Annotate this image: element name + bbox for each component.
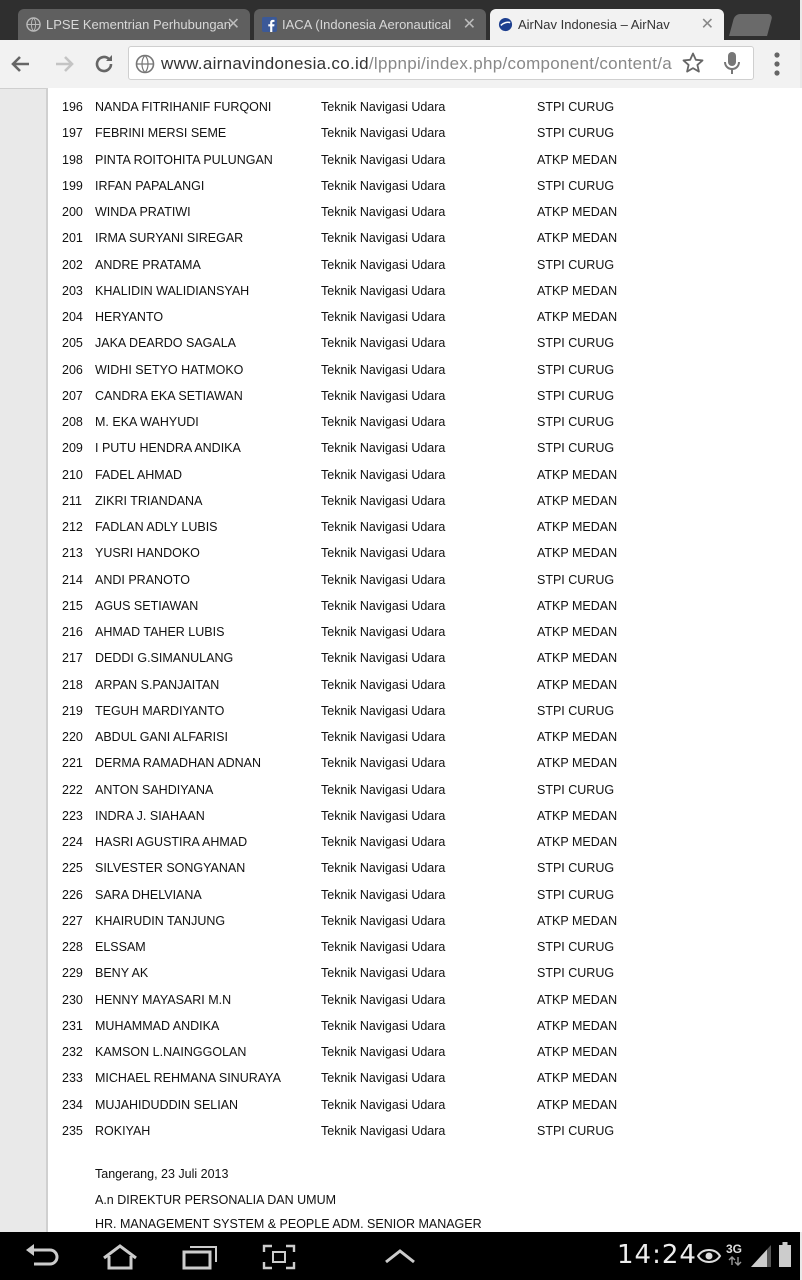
- student-name: FADLAN ADLY LUBIS: [95, 520, 218, 534]
- school-name: STPI CURUG: [537, 887, 615, 902]
- student-name: MUJAHIDUDDIN SELIAN: [95, 1097, 239, 1112]
- study-program: Teknik Navigasi Udara: [321, 467, 446, 482]
- table-row: [48, 988, 802, 1014]
- school-name: STPI CURUG: [537, 126, 615, 141]
- page-content: [46, 88, 802, 1232]
- school-name: STPI CURUG: [537, 940, 615, 954]
- table-row: [48, 594, 802, 620]
- table-row: [48, 961, 802, 987]
- student-name: AHMAD TAHER LUBIS: [95, 625, 225, 639]
- student-name: FADEL AHMAD: [95, 467, 183, 482]
- row-number: 227: [62, 913, 83, 928]
- student-name: DERMA RAMADHAN ADNAN: [95, 756, 261, 771]
- table-row: [48, 804, 802, 830]
- row-number: 208: [62, 415, 83, 429]
- forward-arrow-icon[interactable]: [52, 52, 76, 76]
- student-name: JAKA DEARDO SAGALA: [95, 336, 237, 351]
- table-row: [48, 568, 802, 594]
- signature-line-1: A.n DIREKTUR PERSONALIA DAN UMUM: [95, 1193, 337, 1207]
- study-program: Teknik Navigasi Udara: [321, 940, 446, 954]
- recent-apps-icon[interactable]: [182, 1244, 218, 1270]
- student-name: AGUS SETIAWAN: [95, 598, 199, 613]
- tab-title: LPSE Kementrian Perhubungan: [46, 17, 232, 32]
- student-name: HASRI AGUSTIRA AHMAD: [95, 835, 248, 849]
- overflow-menu-icon[interactable]: [772, 50, 782, 78]
- row-number: 200: [62, 205, 83, 219]
- back-icon[interactable]: [24, 1244, 60, 1270]
- address-bar[interactable]: [128, 46, 754, 80]
- table-row: [48, 778, 802, 804]
- school-name: STPI CURUG: [537, 1123, 615, 1138]
- close-tab-icon[interactable]: ✕: [700, 16, 714, 33]
- system-nav-bar: [0, 1232, 800, 1280]
- study-program: Teknik Navigasi Udara: [321, 1018, 446, 1033]
- school-name: ATKP MEDAN: [537, 756, 618, 771]
- home-icon[interactable]: [100, 1244, 140, 1270]
- study-program: Teknik Navigasi Udara: [321, 913, 446, 928]
- student-name: WIDHI SETYO HATMOKO: [95, 362, 244, 377]
- new-tab-button[interactable]: [729, 14, 773, 36]
- school-name: ATKP MEDAN: [537, 283, 618, 298]
- study-program: Teknik Navigasi Udara: [321, 1045, 446, 1059]
- school-name: STPI CURUG: [537, 362, 615, 377]
- table-row: [48, 436, 802, 462]
- student-name: ANTON SAHDIYANA: [95, 782, 214, 797]
- row-number: 235: [62, 1123, 83, 1138]
- school-name: ATKP MEDAN: [537, 493, 618, 508]
- study-program: Teknik Navigasi Udara: [321, 625, 446, 639]
- student-name: ZIKRI TRIANDANA: [95, 493, 203, 508]
- row-number: 219: [62, 703, 83, 718]
- table-row: [48, 331, 802, 357]
- close-tab-icon[interactable]: ✕: [462, 16, 476, 33]
- student-name: DEDDI G.SIMANULANG: [95, 651, 234, 666]
- school-name: STPI CURUG: [537, 100, 615, 114]
- row-number: 233: [62, 1071, 83, 1086]
- table-row: [48, 673, 802, 699]
- data-activity-icon: [728, 1256, 742, 1266]
- school-name: ATKP MEDAN: [537, 598, 618, 613]
- table-row: [48, 226, 802, 252]
- table-row: [48, 384, 802, 410]
- row-number: 212: [62, 520, 83, 534]
- row-number: 232: [62, 1045, 83, 1059]
- row-number: 207: [62, 388, 83, 403]
- study-program: Teknik Navigasi Udara: [321, 283, 446, 298]
- school-name: STPI CURUG: [537, 861, 615, 876]
- row-number: 198: [62, 152, 83, 167]
- table-row: [48, 515, 802, 541]
- student-name: MUHAMMAD ANDIKA: [95, 1018, 220, 1033]
- study-program: Teknik Navigasi Udara: [321, 992, 446, 1007]
- study-program: Teknik Navigasi Udara: [321, 100, 446, 114]
- study-program: Teknik Navigasi Udara: [321, 651, 446, 666]
- study-program: Teknik Navigasi Udara: [321, 257, 446, 272]
- row-number: 204: [62, 310, 83, 324]
- school-name: ATKP MEDAN: [537, 152, 618, 167]
- table-row: [48, 620, 802, 646]
- student-name: M. EKA WAHYUDI: [95, 415, 199, 429]
- student-name: KAMSON L.NAINGGOLAN: [95, 1045, 247, 1059]
- row-number: 218: [62, 677, 83, 692]
- table-row: [48, 253, 802, 279]
- table-row: [48, 279, 802, 305]
- row-number: 234: [62, 1097, 83, 1112]
- table-row: [48, 909, 802, 935]
- study-program: Teknik Navigasi Udara: [321, 756, 446, 771]
- row-number: 225: [62, 861, 83, 876]
- table-row: [48, 200, 802, 226]
- school-name: ATKP MEDAN: [537, 546, 618, 561]
- school-name: STPI CURUG: [537, 336, 615, 351]
- table-row: [48, 1093, 802, 1119]
- row-number: 221: [62, 756, 83, 771]
- row-number: 199: [62, 178, 83, 193]
- study-program: Teknik Navigasi Udara: [321, 730, 446, 744]
- row-number: 222: [62, 782, 83, 797]
- table-row: [48, 95, 802, 121]
- row-number: 201: [62, 231, 83, 246]
- row-number: 214: [62, 572, 83, 587]
- study-program: Teknik Navigasi Udara: [321, 598, 446, 613]
- school-name: ATKP MEDAN: [537, 808, 618, 823]
- study-program: Teknik Navigasi Udara: [321, 572, 446, 587]
- study-program: Teknik Navigasi Udara: [321, 336, 446, 351]
- school-name: STPI CURUG: [537, 703, 615, 718]
- close-tab-icon[interactable]: ✕: [226, 16, 240, 33]
- microphone-icon[interactable]: [722, 51, 742, 75]
- student-name: TEGUH MARDIYANTO: [95, 703, 225, 718]
- globe-icon: [26, 17, 41, 32]
- table-row: [48, 410, 802, 436]
- clock: 14:24: [617, 1240, 697, 1270]
- screenshot-icon[interactable]: [262, 1244, 296, 1270]
- row-number: 224: [62, 835, 83, 849]
- school-name: ATKP MEDAN: [537, 205, 618, 219]
- url-text[interactable]: [161, 54, 681, 74]
- student-name: BENY AK: [95, 966, 149, 981]
- student-name: KHAIRUDIN TANJUNG: [95, 913, 226, 928]
- school-name: STPI CURUG: [537, 257, 615, 272]
- study-program: Teknik Navigasi Udara: [321, 835, 446, 849]
- study-program: Teknik Navigasi Udara: [321, 388, 446, 403]
- tab-title: IACA (Indonesia Aeronautical: [282, 17, 452, 32]
- tab-lpse[interactable]: [18, 9, 250, 40]
- study-program: Teknik Navigasi Udara: [321, 152, 446, 167]
- signature-line-2: HR. MANAGEMENT SYSTEM & PEOPLE ADM. SENIOR MANAGER: [95, 1217, 482, 1231]
- graduate-table: [48, 95, 802, 1145]
- school-name: ATKP MEDAN: [537, 231, 618, 246]
- table-row: [48, 856, 802, 882]
- study-program: Teknik Navigasi Udara: [321, 1123, 446, 1138]
- student-name: ABDUL GANI ALFARISI: [95, 730, 228, 744]
- student-name: WINDA PRATIWI: [95, 205, 191, 219]
- tab-title: AirNav Indonesia – AirNav: [518, 17, 670, 32]
- student-name: IRMA SURYANI SIREGAR: [95, 231, 244, 246]
- signature-place-date: Tangerang, 23 Juli 2013: [95, 1167, 229, 1181]
- study-program: Teknik Navigasi Udara: [321, 703, 446, 718]
- table-row: [48, 1014, 802, 1040]
- student-name: HENNY MAYASARI M.N: [95, 992, 232, 1007]
- school-name: ATKP MEDAN: [537, 835, 618, 849]
- row-number: 215: [62, 598, 83, 613]
- table-row: [48, 1119, 802, 1145]
- row-number: 229: [62, 966, 83, 981]
- school-name: ATKP MEDAN: [537, 625, 618, 639]
- url-domain: www.airnavindonesia.co.id: [161, 54, 369, 73]
- study-program: Teknik Navigasi Udara: [321, 310, 446, 324]
- table-row: [48, 725, 802, 751]
- study-program: Teknik Navigasi Udara: [321, 808, 446, 823]
- student-name: SILVESTER SONGYANAN: [95, 861, 246, 876]
- back-arrow-icon[interactable]: [9, 52, 33, 76]
- study-program: Teknik Navigasi Udara: [321, 677, 446, 692]
- school-name: ATKP MEDAN: [537, 1045, 618, 1059]
- table-row: [48, 148, 802, 174]
- browser-toolbar: [0, 40, 800, 89]
- study-program: Teknik Navigasi Udara: [321, 966, 446, 981]
- row-number: 223: [62, 808, 83, 823]
- reload-icon[interactable]: [92, 52, 116, 76]
- school-name: STPI CURUG: [537, 415, 615, 429]
- student-name: ROKIYAH: [95, 1123, 151, 1138]
- student-name: SARA DHELVIANA: [95, 887, 202, 902]
- student-name: FEBRINI MERSI SEME: [95, 126, 227, 141]
- study-program: Teknik Navigasi Udara: [321, 520, 446, 534]
- table-row: [48, 646, 802, 672]
- school-name: ATKP MEDAN: [537, 1071, 618, 1086]
- table-row: [48, 174, 802, 200]
- school-name: ATKP MEDAN: [537, 520, 618, 534]
- row-number: 220: [62, 730, 83, 744]
- chevron-up-icon[interactable]: [384, 1248, 416, 1264]
- school-name: ATKP MEDAN: [537, 1018, 618, 1033]
- study-program: Teknik Navigasi Udara: [321, 887, 446, 902]
- row-number: 210: [62, 467, 83, 482]
- school-name: ATKP MEDAN: [537, 651, 618, 666]
- student-name: ANDI PRANOTO: [95, 572, 190, 587]
- table-row: [48, 699, 802, 725]
- airnav-icon: [498, 17, 513, 32]
- study-program: Teknik Navigasi Udara: [321, 126, 446, 141]
- student-name: CANDRA EKA SETIAWAN: [95, 388, 243, 403]
- url-path: /lppnpi/index.php/component/content/a: [368, 54, 672, 73]
- row-number: 211: [62, 493, 82, 508]
- row-number: 230: [62, 992, 83, 1007]
- row-number: 216: [62, 625, 83, 639]
- school-name: ATKP MEDAN: [537, 992, 618, 1007]
- row-number: 226: [62, 887, 83, 902]
- table-row: [48, 1040, 802, 1066]
- student-name: INDRA J. SIAHAAN: [95, 808, 205, 823]
- row-number: 196: [62, 100, 83, 114]
- study-program: Teknik Navigasi Udara: [321, 178, 446, 193]
- table-row: [48, 883, 802, 909]
- tab-iaca[interactable]: [254, 9, 486, 40]
- student-name: NANDA FITRIHANIF FURQONI: [95, 100, 272, 114]
- row-number: 203: [62, 283, 83, 298]
- row-number: 231: [62, 1018, 83, 1033]
- battery-icon: [778, 1242, 792, 1268]
- table-row: [48, 463, 802, 489]
- school-name: ATKP MEDAN: [537, 677, 618, 692]
- school-name: ATKP MEDAN: [537, 310, 618, 324]
- row-number: 202: [62, 257, 83, 272]
- school-name: ATKP MEDAN: [537, 730, 618, 744]
- student-name: I PUTU HENDRA ANDIKA: [95, 441, 241, 456]
- row-number: 205: [62, 336, 83, 351]
- study-program: Teknik Navigasi Udara: [321, 493, 446, 508]
- study-program: Teknik Navigasi Udara: [321, 415, 446, 429]
- study-program: Teknik Navigasi Udara: [321, 1071, 446, 1086]
- student-name: ELSSAM: [95, 940, 146, 954]
- study-program: Teknik Navigasi Udara: [321, 546, 446, 561]
- school-name: STPI CURUG: [537, 388, 615, 403]
- table-row: [48, 1066, 802, 1092]
- study-program: Teknik Navigasi Udara: [321, 782, 446, 797]
- table-row: [48, 489, 802, 515]
- student-name: PINTA ROITOHITA PULUNGAN: [95, 152, 273, 167]
- student-name: YUSRI HANDOKO: [95, 546, 200, 561]
- row-number: 206: [62, 362, 83, 377]
- student-name: HERYANTO: [95, 310, 164, 324]
- school-name: ATKP MEDAN: [537, 913, 618, 928]
- row-number: 228: [62, 940, 83, 954]
- network-type: 3G: [726, 1242, 743, 1256]
- table-row: [48, 751, 802, 777]
- eye-icon: [697, 1248, 721, 1264]
- school-name: STPI CURUG: [537, 572, 615, 587]
- study-program: Teknik Navigasi Udara: [321, 861, 446, 876]
- student-name: ANDRE PRATAMA: [95, 257, 201, 272]
- bookmark-star-icon[interactable]: [681, 51, 705, 75]
- tab-strip: [0, 0, 800, 40]
- row-number: 197: [62, 126, 83, 141]
- student-name: KHALIDIN WALIDIANSYAH: [95, 283, 250, 298]
- table-row: [48, 541, 802, 567]
- table-row: [48, 305, 802, 331]
- student-name: MICHAEL REHMANA SINURAYA: [95, 1071, 281, 1086]
- row-number: 213: [62, 546, 83, 561]
- table-row: [48, 358, 802, 384]
- study-program: Teknik Navigasi Udara: [321, 205, 446, 219]
- school-name: STPI CURUG: [537, 782, 615, 797]
- row-number: 209: [62, 441, 83, 456]
- school-name: STPI CURUG: [537, 178, 615, 193]
- globe-icon: [135, 54, 155, 74]
- school-name: STPI CURUG: [537, 441, 615, 456]
- table-row: [48, 935, 802, 961]
- table-row: [48, 121, 802, 147]
- study-program: Teknik Navigasi Udara: [321, 231, 446, 246]
- row-number: 217: [62, 651, 83, 666]
- study-program: Teknik Navigasi Udara: [321, 362, 446, 377]
- study-program: Teknik Navigasi Udara: [321, 1097, 446, 1112]
- signal-strength-icon: [750, 1244, 772, 1268]
- school-name: ATKP MEDAN: [537, 1097, 618, 1112]
- school-name: ATKP MEDAN: [537, 467, 618, 482]
- school-name: STPI CURUG: [537, 966, 615, 981]
- student-name: ARPAN S.PANJAITAN: [95, 677, 220, 692]
- tab-airnav[interactable]: [490, 9, 724, 40]
- study-program: Teknik Navigasi Udara: [321, 441, 446, 456]
- facebook-icon: [262, 17, 277, 32]
- table-row: [48, 830, 802, 856]
- student-name: IRFAN PAPALANGI: [95, 178, 205, 193]
